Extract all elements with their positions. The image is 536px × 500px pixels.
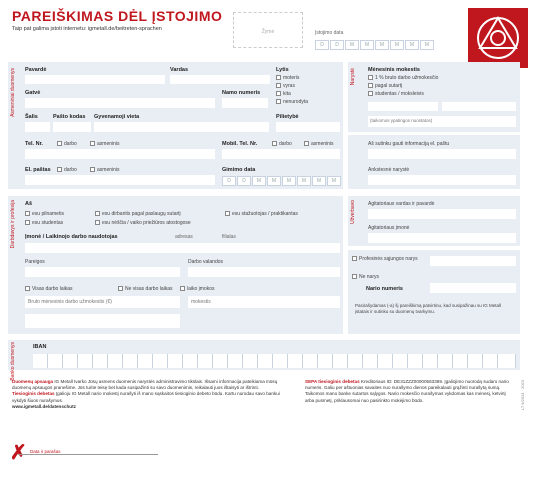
first-name-label: Vardas xyxy=(170,67,189,73)
email-work[interactable]: darbo xyxy=(57,167,77,173)
signature-x-icon: ✗ xyxy=(10,442,27,464)
first-name-input[interactable] xyxy=(170,75,270,84)
recruiter-status-input[interactable] xyxy=(430,256,516,266)
parttime-option[interactable]: Ne visas darbo laikas xyxy=(118,286,173,292)
phone-work[interactable]: darbo xyxy=(57,141,77,147)
sepa-heading: SEPA tiesioginis debetas xyxy=(305,379,360,384)
work-hours-input[interactable] xyxy=(188,267,340,277)
member-number-input[interactable] xyxy=(430,283,516,293)
page-title: PAREIŠKIMAS DĖL ĮSTOJIMO xyxy=(12,8,223,24)
work-hours-label: Darbo valandos xyxy=(188,259,224,265)
phone-label: Tel. Nr. xyxy=(25,141,43,147)
extra-field[interactable] xyxy=(25,314,180,328)
work-option-1[interactable]: esu pilnametis xyxy=(25,211,64,217)
work-option-5[interactable]: esu nėščia / vaiko priežiūros atostogose xyxy=(95,220,191,226)
country-input[interactable] xyxy=(25,122,50,132)
previous-membership-input[interactable] xyxy=(368,175,516,185)
entry-date-label: Įstojimo data xyxy=(315,30,344,36)
fee-amount-input-2[interactable] xyxy=(442,102,516,111)
signature-line[interactable] xyxy=(18,454,158,455)
personal-section-label: Asmeniniai duomenys xyxy=(10,68,16,117)
last-name-input[interactable] xyxy=(25,75,165,84)
phone-private[interactable]: asmeninis xyxy=(90,141,120,147)
direct-debit-heading: Tiesioginis debetas xyxy=(12,391,55,397)
fee-option-3[interactable]: studentas / moksleivis xyxy=(368,91,424,97)
stamp-box: Žymė xyxy=(233,12,303,48)
postcode-label: Pašto kodas xyxy=(53,114,86,120)
employer-branch-hint: filialas xyxy=(222,234,236,240)
form-code: LT 9/2024 · 2023 xyxy=(520,380,525,411)
salary-hint: Bruto mėnesinis darbo užmokestis (€) xyxy=(28,299,112,305)
bank-section-label: Banko duomenys xyxy=(10,342,16,381)
email-private[interactable]: asmeninis xyxy=(90,167,120,173)
position-label: Pareigos xyxy=(25,259,45,265)
mobile-input[interactable] xyxy=(222,149,340,159)
postcode-input[interactable] xyxy=(53,122,91,132)
recruiter-name-label: Agitatoriaus vardas ir pavardė xyxy=(368,201,435,207)
employer-input[interactable] xyxy=(25,243,340,253)
work-section-label: Darbdavys ir profesija xyxy=(10,200,16,249)
page-subtitle: Taip pat galima įstoti internetu: igmetall.de/beitreten-sprachen xyxy=(12,26,162,32)
birthdate-field[interactable]: D D M M M M M M xyxy=(222,176,342,186)
mobile-label: Mobil. Tel. Nr. xyxy=(222,141,258,147)
recruiter-member[interactable]: Profesinės sąjungos narys xyxy=(352,256,418,262)
gender-female[interactable]: moteris xyxy=(276,75,299,81)
privacy-url[interactable]: www.igmetall.de/datenschutz xyxy=(12,403,76,409)
recruiter-name-input[interactable] xyxy=(368,209,516,219)
recruiter-company-label: Agitatoriaus įmonė xyxy=(368,225,410,231)
nationality-input[interactable] xyxy=(276,122,340,132)
email-input[interactable] xyxy=(25,175,215,185)
gender-male[interactable]: vyras xyxy=(276,83,295,89)
recruiter-company-input[interactable] xyxy=(368,233,516,243)
recruiter-nonmember[interactable]: Ne narys xyxy=(352,274,379,280)
gender-label: Lytis xyxy=(276,67,289,73)
salary-hint-2: mokestis xyxy=(191,299,211,305)
nationality-label: Pilietybė xyxy=(276,114,299,120)
street-input[interactable] xyxy=(25,98,215,108)
fee-note: (taikomos ypatingos nuostatos) xyxy=(370,118,433,123)
fulltime-option[interactable]: Visas darbo laikas xyxy=(25,286,73,292)
footer-right xyxy=(305,379,515,404)
mobile-work[interactable]: darbo xyxy=(272,141,292,147)
data-protection-text: IG Metall tvarko Jūsų asmens duomenis narystės administravimo tikslais. Išsami informacija pateikiama mūsų duomenų apsaugos pranešime. Jūs turite teisę bet kada susipažinti su savo duomenimis, reikalauti juos ištaisyti ar ištrinti. xyxy=(12,379,278,391)
house-number-label: Namo numeris xyxy=(222,90,261,96)
data-protection-heading: Duomenų apsauga xyxy=(12,379,54,384)
phone-input[interactable] xyxy=(25,149,215,159)
position-input[interactable] xyxy=(25,267,180,277)
entry-date-field[interactable]: D D M M M M M M xyxy=(315,40,435,50)
membership-section-label: Narystė xyxy=(350,68,356,86)
country-label: Šalis xyxy=(25,114,38,120)
fee-option-2[interactable]: pagal sutartį xyxy=(368,83,402,89)
work-option-2[interactable]: esu dirbantis pagal paslaugų sutartį xyxy=(95,211,181,217)
employer-label: Įmonė / Laikinojo darbo naudotojas xyxy=(25,234,118,240)
signature-note: Pasirašydamas (-a) šį pareiškimą patvirtinu, kad susipažinau su IG Metall įstatais ir sutinku su duomenų tvarkymu. xyxy=(355,303,502,314)
street-label: Gatvė xyxy=(25,90,41,96)
recruiter-section-label: Užverbavo xyxy=(350,200,356,224)
previous-membership-label: Ankstesnė narystė xyxy=(368,167,410,173)
signature-label: Data ir parašas xyxy=(30,449,61,454)
mobile-private[interactable]: asmeninis xyxy=(304,141,334,147)
mail-consent-label: Aš sutinku gauti informaciją el. paštu xyxy=(368,141,450,147)
fee-time-option[interactable]: laiko įmokos xyxy=(180,286,215,292)
fee-option-1[interactable]: 1 % bruto darbo užmokesčio xyxy=(368,75,438,81)
last-name-label: Pavardė xyxy=(25,67,47,73)
member-number-label: Nario numeris xyxy=(366,286,403,292)
city-input[interactable] xyxy=(94,122,269,132)
mail-consent-input[interactable] xyxy=(368,149,516,159)
house-number-input[interactable] xyxy=(222,98,268,108)
i-am-label: Aš xyxy=(25,201,33,207)
monthly-fee-label: Mėnesinis mokestis xyxy=(368,67,420,73)
birthdate-label: Gimimo data xyxy=(222,167,256,173)
work-option-4[interactable]: esu studentas xyxy=(25,220,63,226)
ig-metall-logo xyxy=(468,8,528,68)
iban-label: IBAN xyxy=(33,344,47,350)
gender-unspecified[interactable]: nenurodyta xyxy=(276,99,308,105)
work-option-3[interactable]: esu stažuotojas / praktikantas xyxy=(225,211,298,217)
sepa-text: Kreditoriaus ID: DE31ZZZ00000563369. Įgaliojimo nuorodą sudaro nario numeris. Galiu per aštuonias savaites nuo nurašymo dienos pareikalauti grąžinti nurašytą sumą. Taikomos mano banke sutartos sąlygos. Nario mokesčio nurašymas vykdomas kas mėnesį, ketvirtį arba pusmetį, priklausomai nuo pasirinkto mokėjimo būdo. xyxy=(305,379,509,403)
email-label: El. paštas xyxy=(25,167,51,173)
gender-other[interactable]: kita xyxy=(276,91,291,97)
direct-debit-text: Įgalioju IG Metall nario mokestį nurašyti iš mano sąskaitos tiesioginio debeto būdu. Kartu nurodau savo bankui vykdyti šiuos nurašymus. xyxy=(12,391,280,403)
fee-amount-input[interactable] xyxy=(368,102,438,111)
city-label: Gyvenamoji vieta xyxy=(94,114,140,120)
employer-address-hint: adresas xyxy=(175,234,193,240)
footer-left xyxy=(12,379,292,410)
